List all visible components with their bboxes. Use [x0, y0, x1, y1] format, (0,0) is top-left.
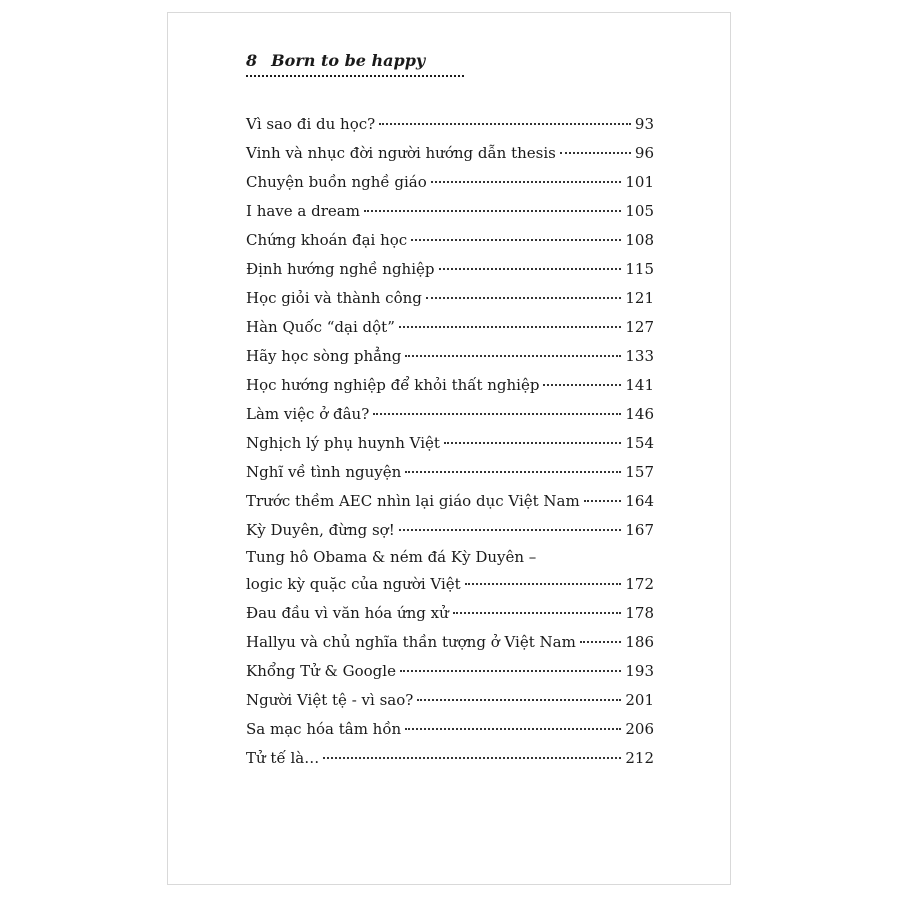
dot-leader	[405, 728, 621, 730]
dot-leader	[465, 583, 622, 585]
toc-entry	[246, 628, 654, 657]
dot-leader	[431, 181, 622, 183]
dot-leader	[444, 442, 621, 444]
toc-entry	[246, 110, 654, 139]
toc-entry-page: 178	[625, 604, 654, 622]
dot-leader	[417, 699, 621, 701]
toc-entry-title: Kỳ Duyên, đừng sợ!	[246, 521, 395, 539]
toc-entry	[246, 400, 654, 429]
toc-entry-title: Người Việt tệ - vì sao?	[246, 691, 414, 709]
toc-entry	[246, 657, 654, 686]
toc-entry-title-line1: Tung hô Obama & ném đá Kỳ Duyên –	[246, 548, 537, 566]
toc-entry	[246, 487, 654, 516]
toc-entry-title: Trước thềm AEC nhìn lại giáo dục Việt Nam	[246, 492, 580, 510]
dot-leader	[399, 326, 621, 328]
toc-entry-page: 133	[625, 347, 654, 365]
toc-entry-title: Tử tế là…	[246, 749, 320, 767]
toc-entry-title: I have a dream	[246, 202, 360, 220]
dot-leader	[399, 529, 622, 531]
toc-entry-page: 127	[625, 318, 654, 336]
toc-entry	[246, 284, 654, 313]
dot-leader	[453, 612, 622, 614]
book-title: Born to be happy	[271, 51, 426, 70]
toc-entry	[246, 744, 654, 773]
dot-leader	[426, 297, 621, 299]
toc-entry	[246, 168, 654, 197]
toc-entry-title: Nghịch lý phụ huynh Việt	[246, 434, 440, 452]
dot-leader	[364, 210, 621, 212]
table-of-contents	[246, 110, 654, 773]
toc-entry-title: Hãy học sòng phẳng	[246, 347, 402, 365]
toc-entry-title: logic kỳ quặc của người Việt	[246, 575, 461, 593]
toc-entry-page: 101	[625, 173, 654, 191]
dot-leader	[405, 471, 621, 473]
toc-entry-page: 186	[625, 633, 654, 651]
toc-entry-title: Hàn Quốc “dại dột”	[246, 318, 395, 336]
toc-entry-page: 193	[625, 662, 654, 680]
dot-leader	[400, 670, 621, 672]
toc-entry-page: 115	[625, 260, 654, 278]
toc-entry-title: Chứng khoán đại học	[246, 231, 408, 249]
toc-entry-title: Hallyu và chủ nghĩa thần tượng ở Việt Nam	[246, 633, 576, 651]
toc-entry-title: Học giỏi và thành công	[246, 289, 422, 307]
toc-entry	[246, 458, 654, 487]
toc-entry	[246, 715, 654, 744]
dot-leader	[439, 268, 622, 270]
toc-entry	[246, 516, 654, 545]
toc-entry-page: 141	[625, 376, 654, 394]
dot-leader	[373, 413, 621, 415]
toc-entry	[246, 371, 654, 400]
toc-entry	[246, 599, 654, 628]
toc-entry-title: Khổng Tử & Google	[246, 662, 396, 680]
toc-entry-title: Sa mạc hóa tâm hồn	[246, 720, 402, 738]
toc-entry	[246, 342, 654, 371]
toc-entry-title: Chuyện buồn nghề giáo	[246, 173, 427, 191]
toc-entry-page: 154	[625, 434, 654, 452]
toc-entry-page: 212	[625, 749, 654, 767]
toc-entry	[246, 226, 654, 255]
toc-entry-page: 157	[625, 463, 654, 481]
toc-entry-title: Vì sao đi du học?	[246, 115, 376, 133]
toc-entry-title: Học hướng nghiệp để khỏi thất nghiệp	[246, 376, 540, 394]
toc-entry	[246, 139, 654, 168]
toc-entry-title: Định hướng nghề nghiệp	[246, 260, 435, 278]
toc-entry-page: 96	[634, 144, 654, 162]
toc-entry-title: Đau đầu vì văn hóa ứng xử	[246, 604, 449, 622]
toc-entry	[246, 255, 654, 284]
toc-entry-page: 167	[625, 521, 654, 539]
toc-entry-page: 93	[634, 115, 654, 133]
toc-entry	[246, 545, 654, 599]
toc-entry-title: Vinh và nhục đời người hướng dẫn thesis	[246, 144, 556, 162]
dot-leader	[580, 641, 622, 643]
dot-leader	[560, 152, 631, 154]
toc-entry-title: Nghĩ về tình nguyện	[246, 463, 402, 481]
toc-entry-title: Làm việc ở đâu?	[246, 405, 370, 423]
dot-leader	[411, 239, 621, 241]
dot-leader	[543, 384, 621, 386]
toc-entry-page: 172	[625, 575, 654, 593]
page-number: 8	[246, 51, 258, 70]
book-page	[167, 12, 731, 885]
dot-leader	[323, 757, 621, 759]
toc-entry	[246, 429, 654, 458]
toc-entry-page: 146	[625, 405, 654, 423]
dot-leader	[379, 123, 631, 125]
toc-entry-page: 108	[625, 231, 654, 249]
running-header	[246, 49, 464, 77]
toc-entry-page: 105	[625, 202, 654, 220]
toc-entry	[246, 686, 654, 715]
toc-entry-page: 206	[625, 720, 654, 738]
toc-entry-page: 201	[625, 691, 654, 709]
dot-leader	[405, 355, 621, 357]
toc-entry-page: 121	[625, 289, 654, 307]
toc-entry	[246, 197, 654, 226]
toc-entry-page: 164	[625, 492, 654, 510]
dot-leader	[584, 500, 622, 502]
toc-entry	[246, 313, 654, 342]
